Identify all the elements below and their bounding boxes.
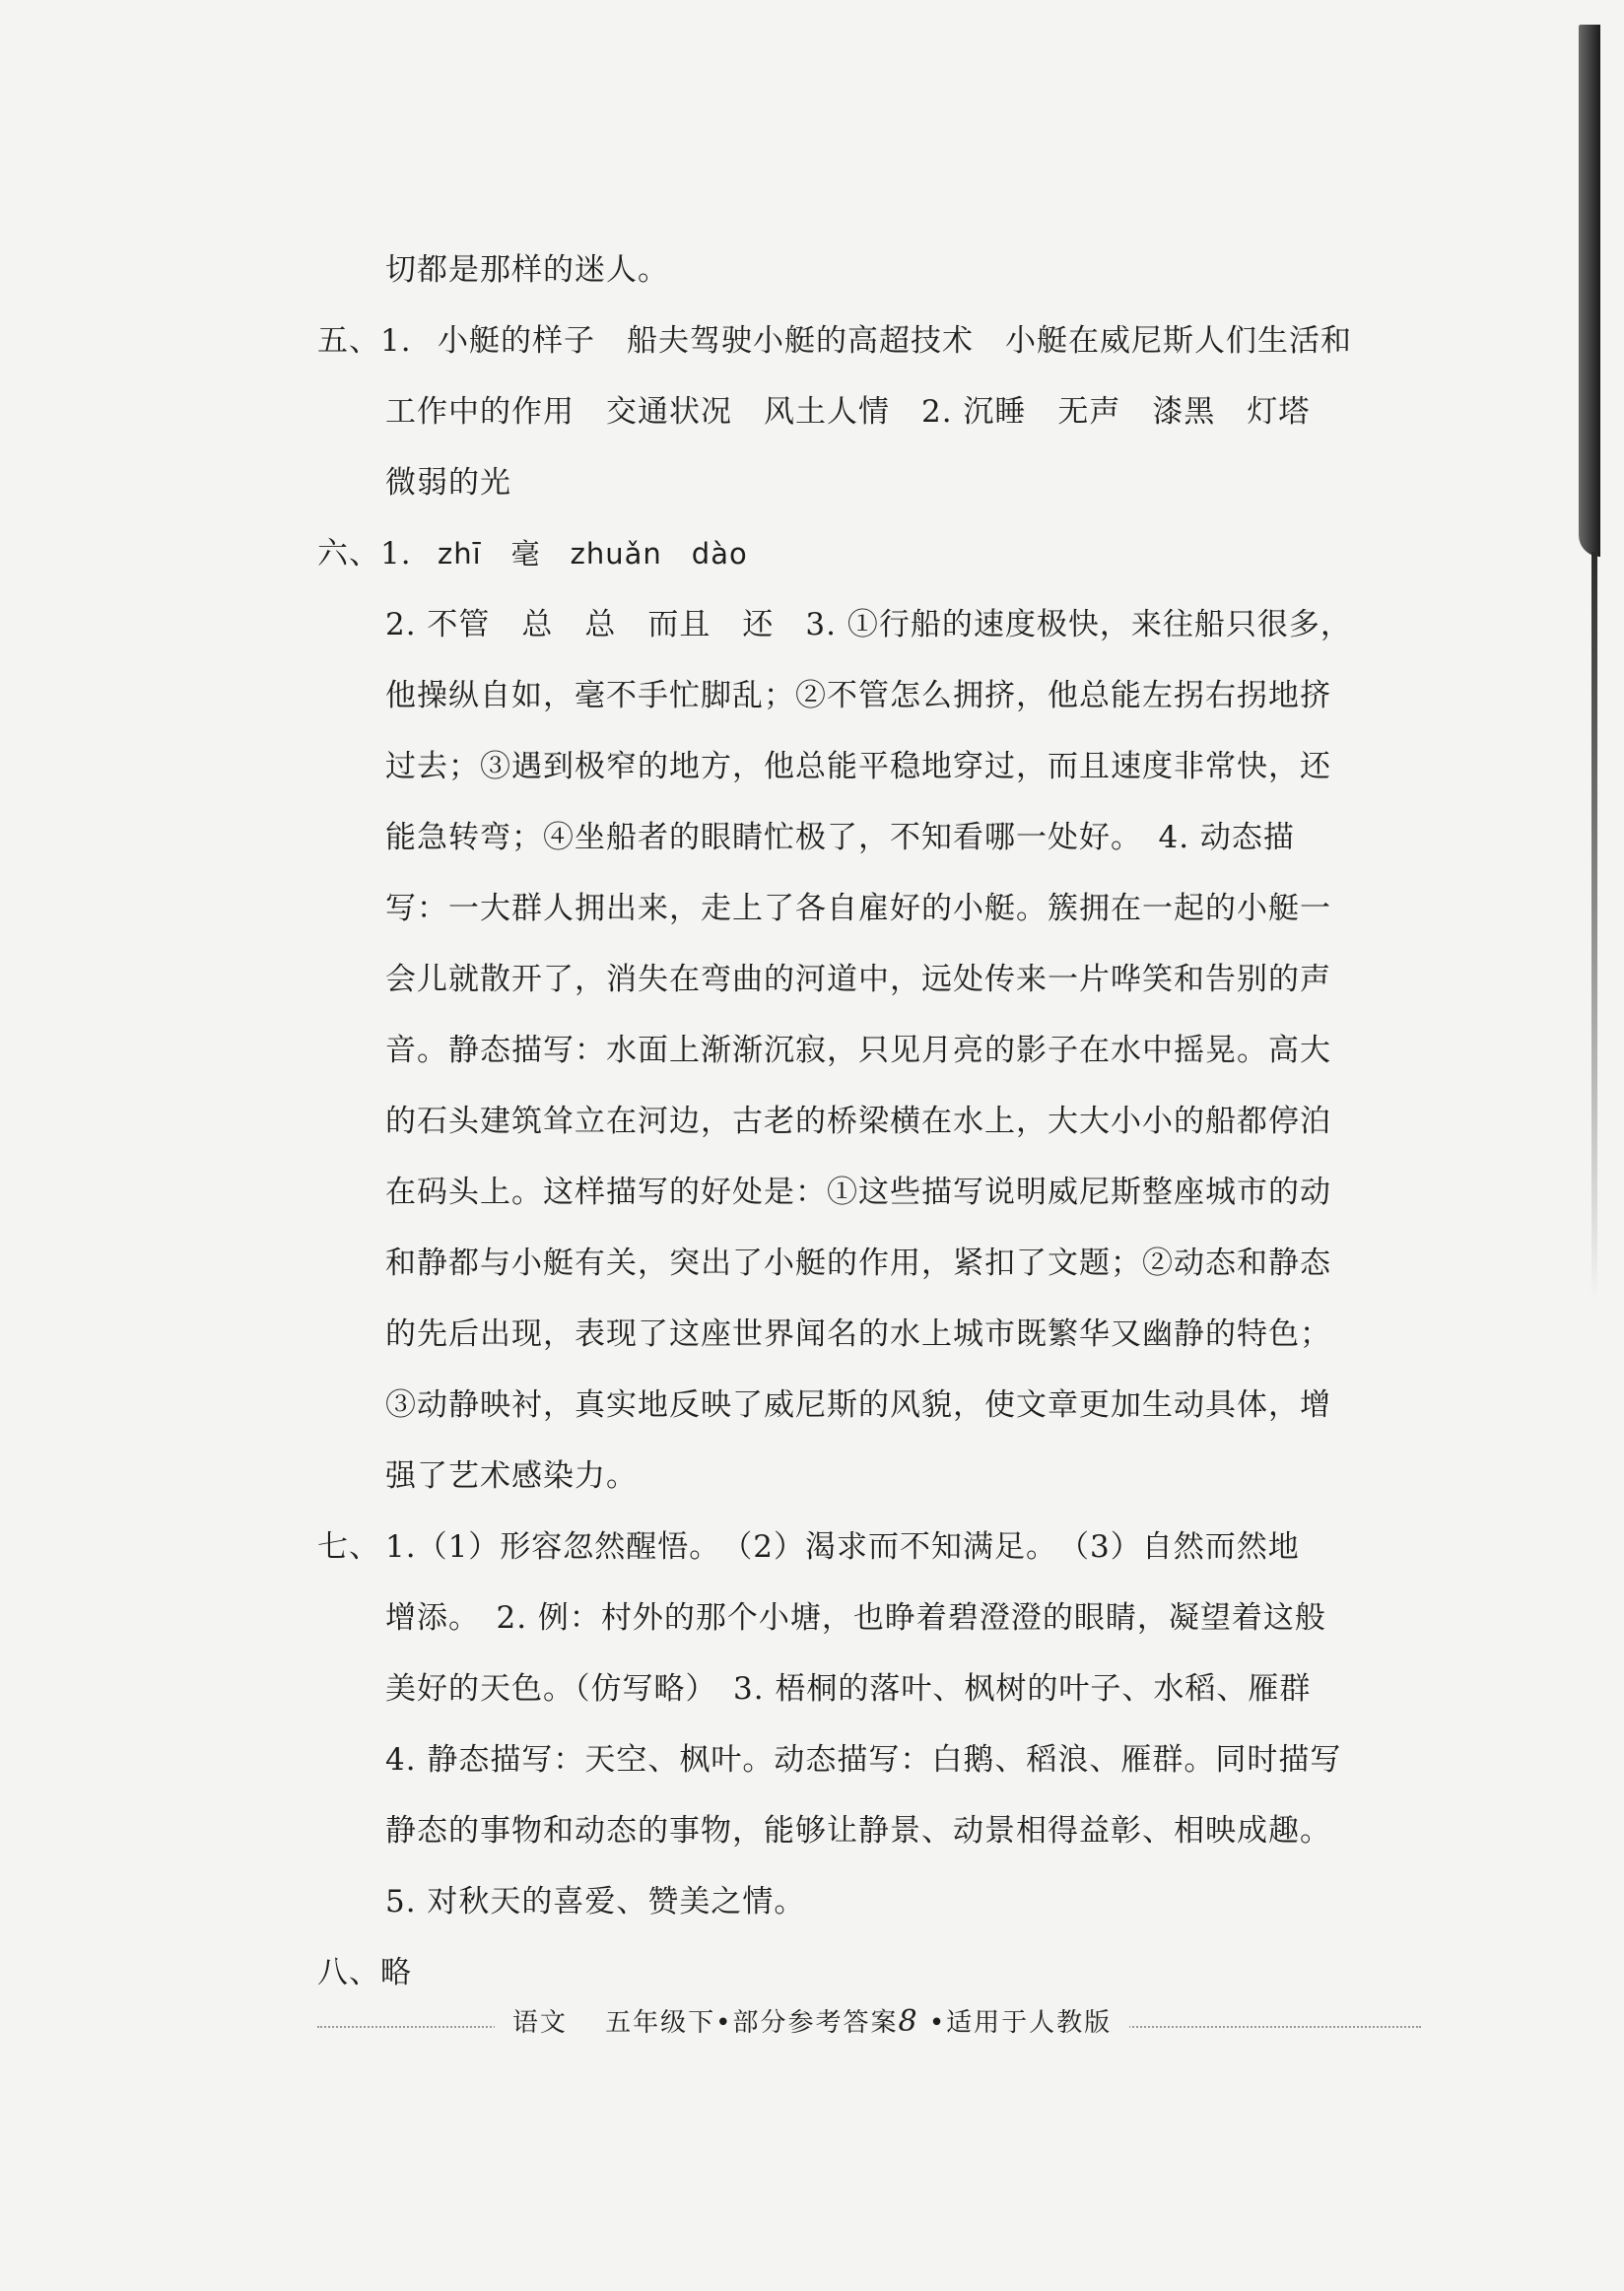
text-line: 静态的事物和动态的事物，能够让静景、动景相得益彰、相映成趣。 bbox=[385, 1813, 1331, 1849]
text-line: 强了艺术感染力。 bbox=[385, 1458, 638, 1494]
text-line: 会儿就散开了，消失在弯曲的河道中，远处传来一片哗笑和告别的声 bbox=[385, 962, 1331, 997]
text-line: 4. 静态描写：天空、枫叶。动态描写：白鹅、稻浪、雁群。同时描写 bbox=[385, 1742, 1342, 1778]
text-line: ③动静映衬，真实地反映了威尼斯的风貌，使文章更加生动具体，增 bbox=[385, 1387, 1331, 1423]
text-line: 写：一大群人拥出来，走上了各自雇好的小艇。簇拥在一起的小艇一 bbox=[385, 891, 1331, 926]
text-line: 的先后出现，表现了这座世界闻名的水上城市既繁华又幽静的特色； bbox=[385, 1316, 1331, 1352]
page-edge-shadow-lower bbox=[1591, 552, 1597, 1301]
text-line: 增添。 2. 例：村外的那个小塘，也睁着碧澄澄的眼睛，凝望着这般 bbox=[385, 1600, 1326, 1636]
text-line: 切都是那样的迷人。 bbox=[385, 252, 669, 288]
section-label-six: 六、1. bbox=[317, 536, 412, 572]
footer-grade: 五年级下 bbox=[605, 2008, 716, 2038]
text-line: 5. 对秋天的喜爱、赞美之情。 bbox=[385, 1884, 806, 1920]
section-label-eight: 八、略 bbox=[317, 1955, 412, 1990]
pinyin-answer: zhī 毫 zhuǎn dào bbox=[438, 537, 748, 571]
footer-title: 部分参考答案 bbox=[732, 2008, 899, 2038]
footer-subject: 语文 bbox=[511, 2008, 568, 2038]
section-label-five: 五、1. bbox=[317, 323, 412, 359]
text-line: 他操纵自如，毫不手忙脚乱；②不管怎么拥挤，他总能左拐右拐地挤 bbox=[385, 678, 1331, 713]
footer-edition: 适用于人教版 bbox=[946, 2008, 1113, 2038]
text-line: 过去；③遇到极窄的地方，他总能平稳地穿过，而且速度非常快，还 bbox=[385, 749, 1331, 784]
text-line: 小艇的样子 船夫驾驶小艇的高超技术 小艇在威尼斯人们生活和 bbox=[438, 323, 1352, 359]
page-footer bbox=[0, 2002, 1624, 2039]
text-line: 1.（1）形容忽然醒悟。 （2）渴求而不知满足。 （3）自然而然地 bbox=[385, 1529, 1300, 1565]
text-line: 的石头建筑耸立在河边，古老的桥梁横在水上，大大小小的船都停泊 bbox=[385, 1104, 1331, 1139]
text-line: 音。静态描写：水面上渐渐沉寂，只见月亮的影子在水中摇晃。高大 bbox=[385, 1033, 1331, 1068]
page-edge-shadow bbox=[1579, 25, 1600, 557]
text-line: 和静都与小艇有关，突出了小艇的作用，紧扣了文题；②动态和静态 bbox=[385, 1246, 1331, 1281]
text-line: 在码头上。这样描写的好处是：①这些描写说明威尼斯整座城市的动 bbox=[385, 1175, 1331, 1210]
footer-sep: • bbox=[928, 2008, 947, 2038]
text-line: 能急转弯；④坐船者的眼睛忙极了，不知看哪一处好。 4. 动态描 bbox=[385, 820, 1295, 855]
text-line: 美好的天色。（仿写略） 3. 梧桐的落叶、枫树的叶子、水稻、雁群 bbox=[385, 1671, 1312, 1707]
footer-sep: • bbox=[715, 2008, 733, 2038]
text-line: 2. 不管 总 总 而且 还 3. ①行船的速度极快，来往船只很多， bbox=[385, 607, 1352, 642]
section-label-seven: 七、 bbox=[317, 1529, 380, 1565]
page-number: 8 bbox=[898, 2004, 919, 2039]
text-line: 工作中的作用 交通状况 风土人情 2. 沉睡 无声 漆黑 灯塔 bbox=[385, 394, 1311, 430]
text-line: 微弱的光 bbox=[385, 465, 511, 501]
